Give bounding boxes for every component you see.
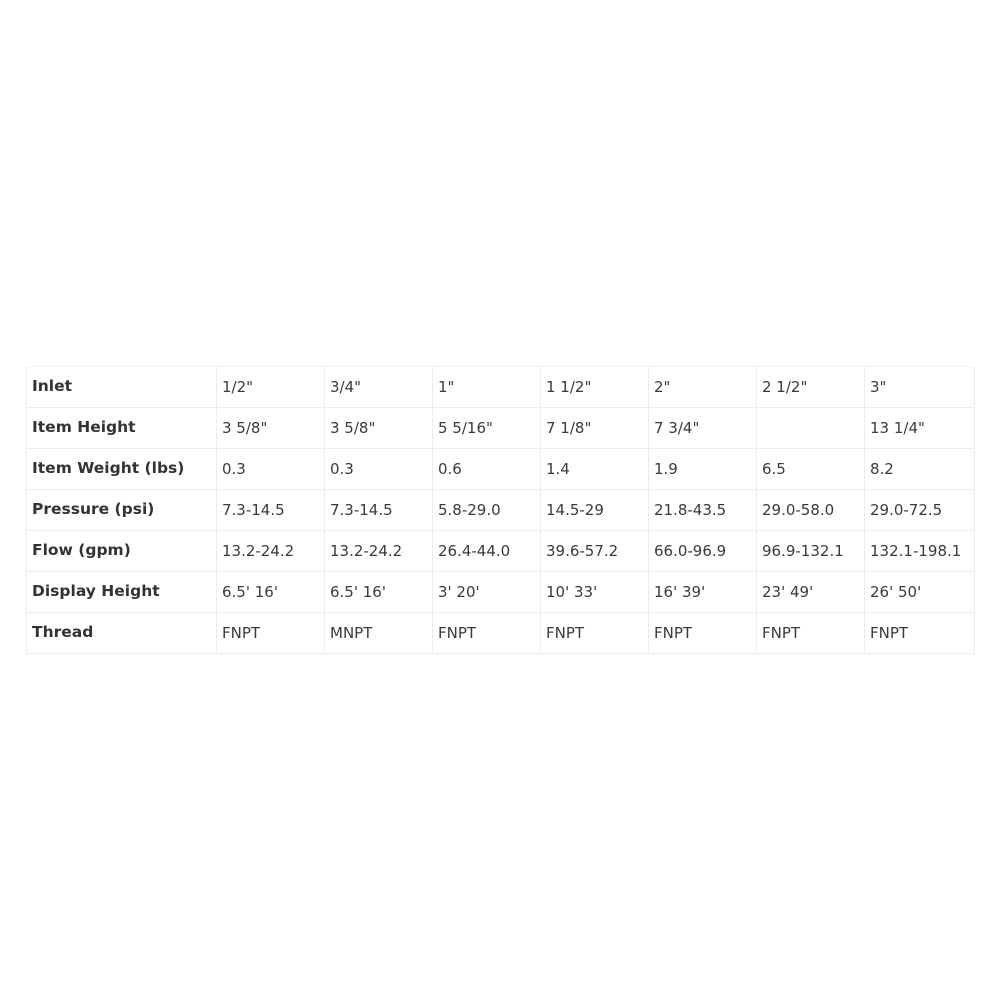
table-cell: 132.1-198.1 [865,531,975,572]
table-cell: 6.5' 16' [325,572,433,613]
table-cell: 1" [433,367,541,408]
table-cell: FNPT [649,613,757,654]
table-cell: 2" [649,367,757,408]
table-cell: 0.3 [217,449,325,490]
table-cell: 3 5/8" [325,408,433,449]
table-cell: 13.2-24.2 [325,531,433,572]
table-cell [757,408,865,449]
table-cell: 1.9 [649,449,757,490]
table-cell: 3' 20' [433,572,541,613]
table-cell: 7 3/4" [649,408,757,449]
table-cell: FNPT [757,613,865,654]
table-cell: 6.5' 16' [217,572,325,613]
table-row-item-height [27,408,975,449]
spec-table [26,366,975,654]
table-row-pressure [27,490,975,531]
table-row-item-weight [27,449,975,490]
table-cell: 96.9-132.1 [757,531,865,572]
row-label-item-weight: Item Weight (lbs) [27,449,217,490]
table-cell: FNPT [217,613,325,654]
table-cell: 16' 39' [649,572,757,613]
table-cell: 7.3-14.5 [217,490,325,531]
table-cell: 29.0-72.5 [865,490,975,531]
table-cell: 1.4 [541,449,649,490]
row-label-display-height: Display Height [27,572,217,613]
table-cell: 3/4" [325,367,433,408]
table-cell: 21.8-43.5 [649,490,757,531]
row-label-flow: Flow (gpm) [27,531,217,572]
table-cell: 2 1/2" [757,367,865,408]
table-cell: FNPT [433,613,541,654]
table-cell: 3 5/8" [217,408,325,449]
table-cell: 23' 49' [757,572,865,613]
table-cell: 1 1/2" [541,367,649,408]
row-label-item-height: Item Height [27,408,217,449]
table-cell: 13 1/4" [865,408,975,449]
table-row-flow [27,531,975,572]
table-cell: 6.5 [757,449,865,490]
table-cell: 7 1/8" [541,408,649,449]
table-cell: 26.4-44.0 [433,531,541,572]
table-cell: 0.6 [433,449,541,490]
row-label-pressure: Pressure (psi) [27,490,217,531]
table-cell: 0.3 [325,449,433,490]
table-cell: 3" [865,367,975,408]
table-cell: 8.2 [865,449,975,490]
table-cell: 13.2-24.2 [217,531,325,572]
table-cell: 5.8-29.0 [433,490,541,531]
table-cell: 39.6-57.2 [541,531,649,572]
table-cell: 1/2" [217,367,325,408]
table-cell: 14.5-29 [541,490,649,531]
table-row-display-height [27,572,975,613]
table-cell: 26' 50' [865,572,975,613]
table-cell: MNPT [325,613,433,654]
row-label-thread: Thread [27,613,217,654]
table-cell: 66.0-96.9 [649,531,757,572]
table-cell: 5 5/16" [433,408,541,449]
table-cell: 7.3-14.5 [325,490,433,531]
table-cell: 10' 33' [541,572,649,613]
row-label-inlet: Inlet [27,367,217,408]
table-row-inlet [27,367,975,408]
table-cell: FNPT [541,613,649,654]
table-row-thread [27,613,975,654]
table-cell: 29.0-58.0 [757,490,865,531]
table-cell: FNPT [865,613,975,654]
